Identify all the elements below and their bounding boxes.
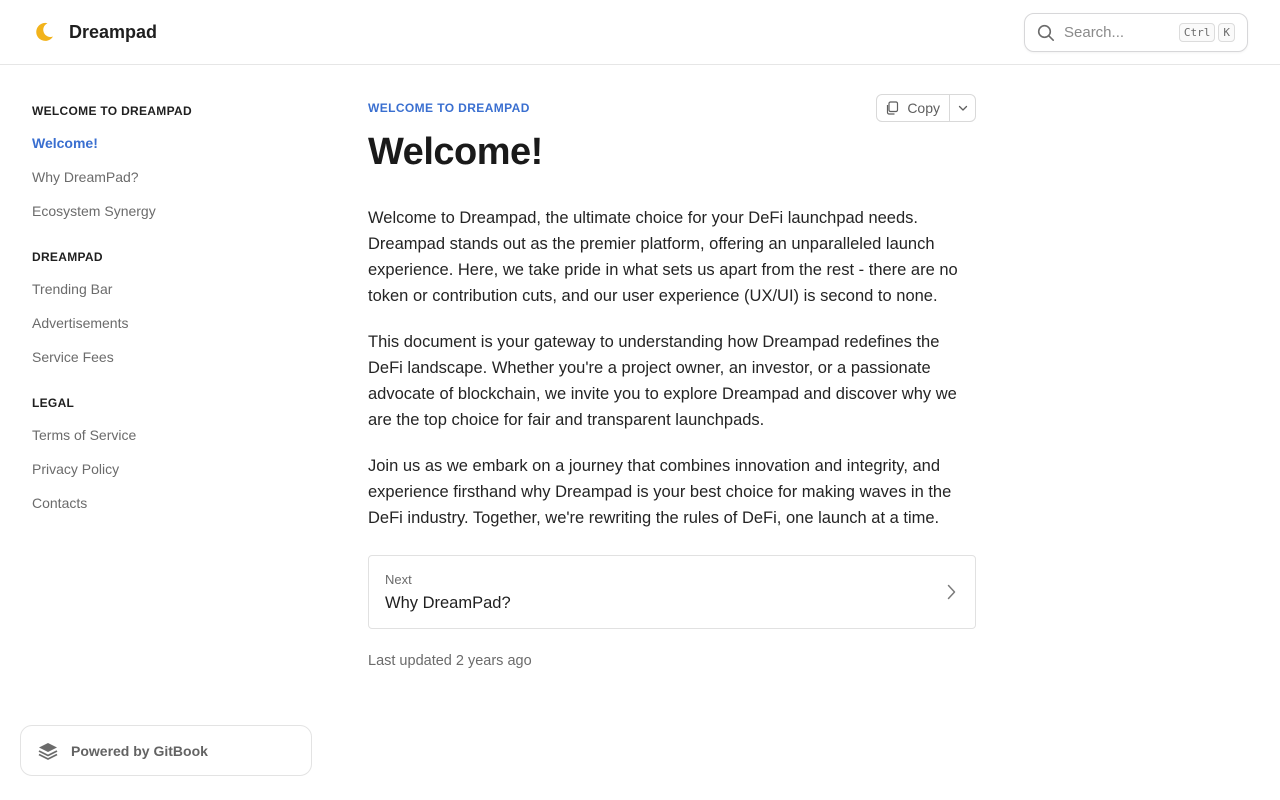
last-updated: Last updated 2 years ago: [368, 653, 532, 669]
sidebar-item-service-fees[interactable]: Service Fees: [32, 349, 114, 365]
main-content: [368, 94, 976, 669]
sidebar-section-title: WELCOME TO DREAMPAD: [32, 104, 192, 118]
kbd-k: K: [1218, 23, 1235, 42]
copy-icon: [885, 101, 899, 115]
body-paragraph: This document is your gateway to understanding how Dreampad redefines the DeFi landscape. Whether you're a project owner, an investor, or a passionate advocate of blockchain, we invite you to explore Dreampad and discover why we are the top choice for fair and transparent launchpads.: [368, 333, 957, 429]
sidebar-item-why-dreampad[interactable]: Why DreamPad?: [32, 169, 139, 185]
gitbook-icon: [37, 740, 59, 762]
next-page-link[interactable]: [368, 555, 976, 629]
search-input[interactable]: [1064, 24, 1169, 41]
sidebar-section-welcome: [32, 96, 292, 228]
chevron-down-icon: [957, 102, 969, 114]
next-label: Next: [385, 572, 412, 587]
copy-label: Copy: [907, 100, 940, 116]
powered-by-label: Powered by GitBook: [71, 742, 208, 759]
search-icon: [1037, 24, 1055, 42]
sidebar-item-trending-bar[interactable]: Trending Bar: [32, 281, 113, 297]
sidebar-item-advertisements[interactable]: Advertisements: [32, 315, 129, 331]
body-paragraph: Join us as we embark on a journey that combines innovation and integrity, and experience firsthand why Dreampad is your best choice for making waves in the DeFi industry. Together, we're rewriting the rules of DeFi, one launch at a time.: [368, 457, 952, 527]
sidebar-section-title: LEGAL: [32, 396, 75, 410]
sidebar-item-terms-of-service[interactable]: Terms of Service: [32, 427, 137, 443]
powered-by-gitbook-link[interactable]: [20, 725, 312, 776]
sidebar-nav: [32, 96, 292, 534]
sidebar-section-legal: [32, 388, 292, 520]
sidebar-item-contacts[interactable]: Contacts: [32, 495, 88, 511]
copy-page-control: [876, 94, 976, 122]
search-box[interactable]: [1024, 13, 1248, 52]
top-header: [0, 0, 1280, 65]
crescent-moon-icon: [32, 20, 56, 44]
page-title: Welcome!: [368, 131, 543, 173]
section-eyebrow: WELCOME TO DREAMPAD: [368, 101, 530, 115]
copy-button[interactable]: [877, 95, 950, 121]
brand-name: Dreampad: [69, 21, 158, 42]
brand-link[interactable]: [32, 18, 157, 46]
copy-options-dropdown[interactable]: [950, 95, 975, 121]
sidebar-section-dreampad: [32, 242, 292, 374]
chevron-right-icon: [943, 583, 959, 601]
sidebar-section-title: DREAMPAD: [32, 250, 103, 264]
body-paragraph: Welcome to Dreampad, the ultimate choice for your DeFi launchpad needs. Dreampad stands out as the premier platform, offering an unparalleled launch experience. Here, we take pride in what sets us apart from the rest - there are no token or contribution cuts, and our user experience (UX/UI) is second to none.: [368, 209, 958, 305]
sidebar-item-privacy-policy[interactable]: Privacy Policy: [32, 461, 120, 477]
next-page-title: Why DreamPad?: [385, 594, 511, 612]
search-shortcut: [1179, 23, 1235, 42]
sidebar-item-ecosystem-synergy[interactable]: Ecosystem Synergy: [32, 203, 156, 219]
sidebar-item-welcome[interactable]: Welcome!: [32, 135, 98, 151]
kbd-ctrl: Ctrl: [1179, 23, 1216, 42]
